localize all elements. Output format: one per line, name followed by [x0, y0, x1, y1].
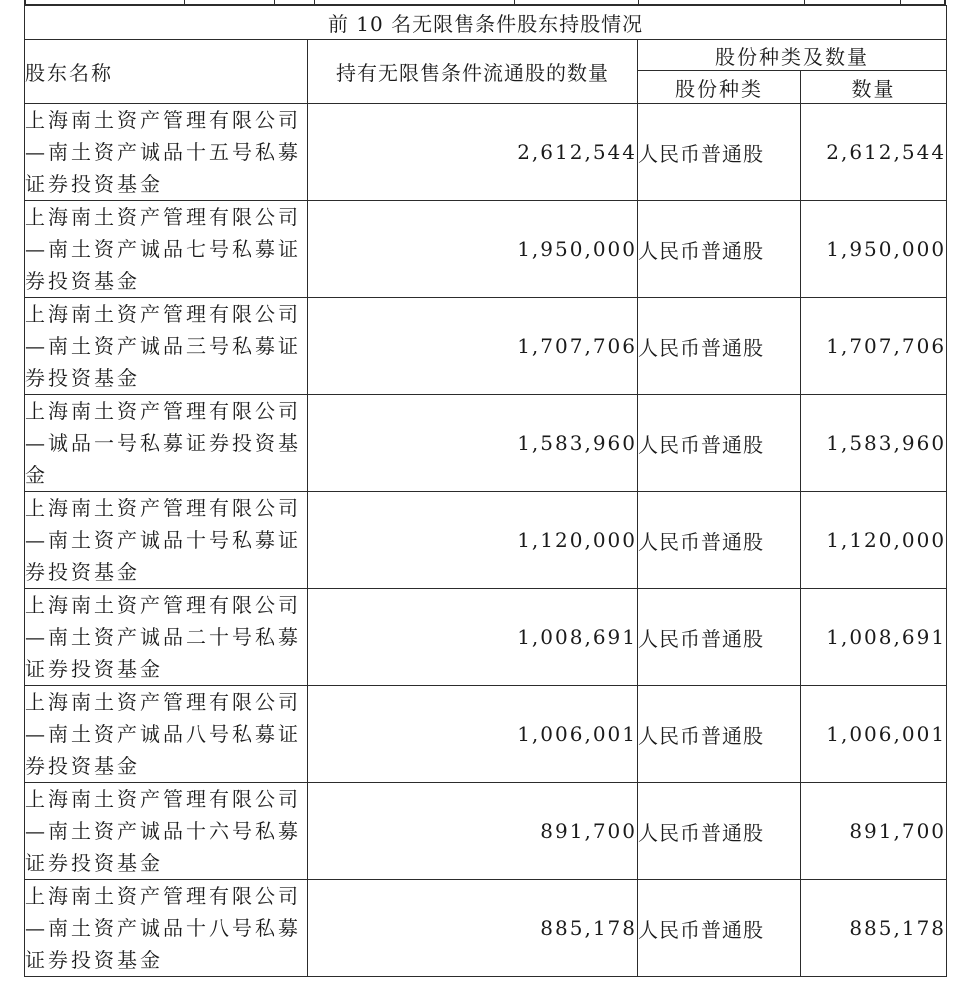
header-holder-name: 股东名称: [25, 40, 308, 104]
unrestricted-shares-cell: 2,612,544: [308, 104, 638, 201]
unrestricted-shares-cell: 1,006,001: [308, 686, 638, 783]
unrestricted-shares-cell: 1,008,691: [308, 589, 638, 686]
holder-name-cell: 上海南土资产管理有限公司—南土资产诚品十八号私募证券投资基金: [25, 880, 308, 977]
unrestricted-shares-cell: 891,700: [308, 783, 638, 880]
unrestricted-shares-cell: 1,707,706: [308, 298, 638, 395]
table-row: [25, 492, 947, 589]
table-row: [25, 880, 947, 977]
header-share-count: 数量: [801, 71, 947, 104]
header-share-type-group: 股份种类及数量: [638, 40, 947, 71]
holder-name-cell: 上海南土资产管理有限公司—南土资产诚品七号私募证券投资基金: [25, 201, 308, 298]
table-row: [25, 589, 947, 686]
share-count-cell: 1,120,000: [801, 492, 947, 589]
unrestricted-shares-cell: 1,583,960: [308, 395, 638, 492]
table-row: [25, 104, 947, 201]
holder-name-cell: 上海南土资产管理有限公司—南土资产诚品十号私募证券投资基金: [25, 492, 308, 589]
header-unrestricted-shares: 持有无限售条件流通股的数量: [308, 40, 638, 104]
share-type-cell: 人民币普通股: [638, 104, 801, 201]
holder-name-cell: 上海南土资产管理有限公司—南土资产诚品二十号私募证券投资基金: [25, 589, 308, 686]
share-count-cell: 1,008,691: [801, 589, 947, 686]
top10-unrestricted-holders-table: [24, 5, 947, 977]
holder-name-cell: 上海南土资产管理有限公司—南土资产诚品十五号私募证券投资基金: [25, 104, 308, 201]
share-type-cell: 人民币普通股: [638, 880, 801, 977]
share-type-cell: 人民币普通股: [638, 395, 801, 492]
unrestricted-shares-cell: 1,950,000: [308, 201, 638, 298]
share-type-cell: 人民币普通股: [638, 298, 801, 395]
share-count-cell: 2,612,544: [801, 104, 947, 201]
unrestricted-shares-cell: 885,178: [308, 880, 638, 977]
share-type-cell: 人民币普通股: [638, 783, 801, 880]
header-share-type: 股份种类: [638, 71, 801, 104]
table-row: [25, 201, 947, 298]
share-count-cell: 891,700: [801, 783, 947, 880]
share-type-cell: 人民币普通股: [638, 589, 801, 686]
table-row: [25, 395, 947, 492]
share-type-cell: 人民币普通股: [638, 686, 801, 783]
share-count-cell: 1,950,000: [801, 201, 947, 298]
share-count-cell: 1,006,001: [801, 686, 947, 783]
holder-name-cell: 上海南土资产管理有限公司—南土资产诚品十六号私募证券投资基金: [25, 783, 308, 880]
holder-name-cell: 上海南土资产管理有限公司—诚品一号私募证券投资基金: [25, 395, 308, 492]
share-count-cell: 1,583,960: [801, 395, 947, 492]
table-row: [25, 783, 947, 880]
table-row: [25, 298, 947, 395]
table-row: [25, 686, 947, 783]
holder-name-cell: 上海南土资产管理有限公司—南土资产诚品八号私募证券投资基金: [25, 686, 308, 783]
unrestricted-shares-cell: 1,120,000: [308, 492, 638, 589]
holder-name-cell: 上海南土资产管理有限公司—南土资产诚品三号私募证券投资基金: [25, 298, 308, 395]
share-type-cell: 人民币普通股: [638, 201, 801, 298]
share-count-cell: 885,178: [801, 880, 947, 977]
table-caption: 前 10 名无限售条件股东持股情况: [25, 6, 947, 40]
share-count-cell: 1,707,706: [801, 298, 947, 395]
share-type-cell: 人民币普通股: [638, 492, 801, 589]
